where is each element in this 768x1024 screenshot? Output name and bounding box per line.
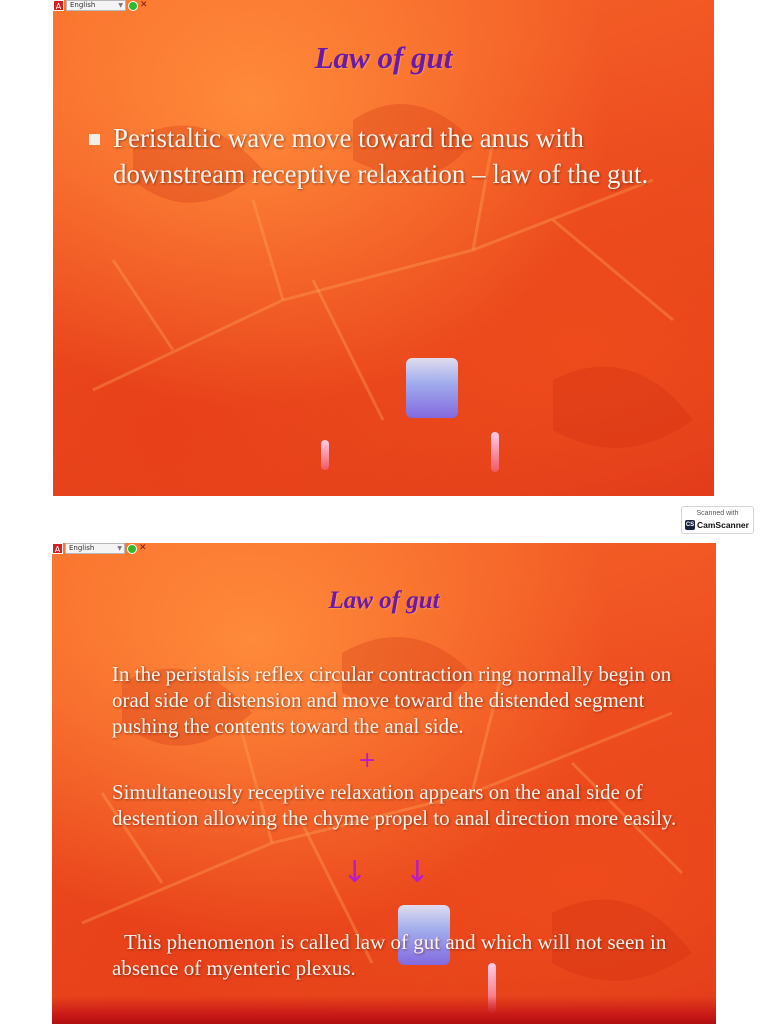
slide-bottom-strip (52, 996, 716, 1024)
paragraph-peristalsis: In the peristalsis reflex circular contraction ring normally begin on orad side of distension and move toward the distended segment pushing the contents toward the anal side. (112, 662, 672, 738)
language-select[interactable] (65, 543, 125, 554)
paragraph-relaxation: Simultaneously receptive relaxation appears on the anal side of destention allowing the chyme propel to anal direction more easily. (112, 780, 677, 830)
language-select-value: English (70, 1, 96, 9)
bullet-text: Peristaltic wave move toward the anus with downstream receptive relaxation – law of the gut. (113, 123, 649, 189)
language-select-value: English (69, 544, 95, 552)
camscanner-logo-icon: CS (685, 522, 695, 528)
chevron-down-icon: ▼ (117, 545, 122, 552)
bullet-item (89, 120, 689, 192)
down-arrows: ↓ ↓ (342, 855, 444, 890)
status-green-icon[interactable] (128, 1, 138, 11)
acrobat-logo-icon[interactable]: A (53, 0, 64, 11)
acrobat-logo-icon[interactable]: A (52, 543, 63, 554)
light-streak (491, 432, 499, 472)
camera-glare (406, 358, 458, 418)
slide-top (53, 0, 714, 496)
light-streak (321, 440, 329, 470)
close-icon[interactable]: ✕ (139, 543, 147, 553)
chevron-down-icon: ▼ (118, 2, 123, 9)
square-bullet-icon (89, 134, 100, 145)
paragraph-conclusion: This phenomenon is called law of gut and which will not seen in absence of myenteric plexus. (112, 930, 667, 980)
badge-caption: Scanned with (696, 510, 739, 517)
plus-symbol: + (358, 748, 377, 773)
slide-title: Law of gut (328, 587, 440, 614)
close-icon[interactable]: ✕ (140, 0, 148, 10)
slide-bottom (52, 543, 716, 1024)
slide-title: Law of gut (314, 40, 453, 75)
slide-toolbar (53, 0, 148, 11)
camscanner-badge (681, 506, 754, 534)
badge-brand-name: CamScanner (697, 520, 749, 530)
badge-brand (685, 520, 749, 530)
slide-toolbar (52, 543, 147, 554)
language-select[interactable] (66, 0, 126, 11)
status-green-icon[interactable] (127, 544, 137, 554)
